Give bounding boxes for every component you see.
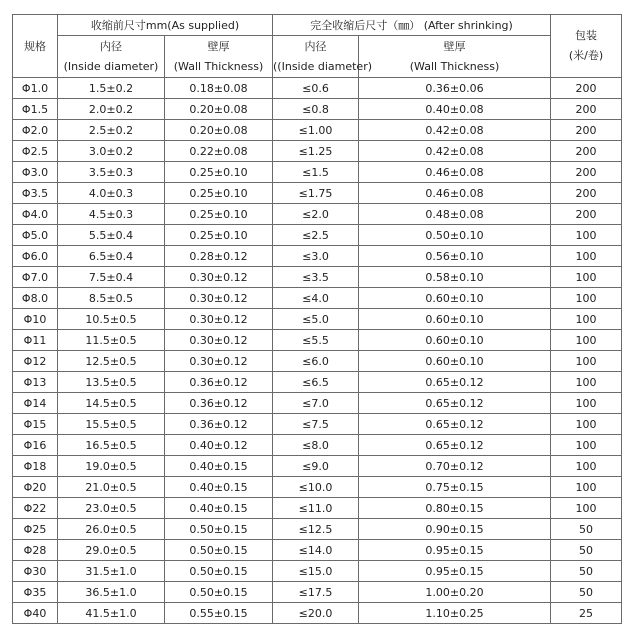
supplied-id-cell: 11.5±0.5 <box>58 330 165 351</box>
package-cell: 100 <box>551 309 622 330</box>
spec-cell: Φ13 <box>13 372 58 393</box>
shrunk-wall-cell: 1.10±0.25 <box>359 603 551 624</box>
supplied-id-cell: 4.0±0.3 <box>58 183 165 204</box>
spec-cell: Φ16 <box>13 435 58 456</box>
spec-cell: Φ10 <box>13 309 58 330</box>
supplied-id-cell: 13.5±0.5 <box>58 372 165 393</box>
supplied-wall-cell: 0.36±0.12 <box>165 393 273 414</box>
supplied-id-cell: 6.5±0.4 <box>58 246 165 267</box>
spec-cell: Φ1.0 <box>13 78 58 99</box>
shrunk-wall-cell: 0.58±0.10 <box>359 267 551 288</box>
shrunk-id-cell: ≤10.0 <box>273 477 359 498</box>
shrunk-wall-cell: 0.46±0.08 <box>359 162 551 183</box>
supplied-wall-cell: 0.30±0.12 <box>165 288 273 309</box>
package-cell: 50 <box>551 582 622 603</box>
supplied-wall-cell: 0.50±0.15 <box>165 582 273 603</box>
package-cell: 25 <box>551 603 622 624</box>
supplied-wall-cell: 0.22±0.08 <box>165 141 273 162</box>
table-row <box>13 204 622 225</box>
package-cell: 100 <box>551 246 622 267</box>
package-cell: 200 <box>551 162 622 183</box>
supplied-id-cell: 31.5±1.0 <box>58 561 165 582</box>
header-as-supplied: 收缩前尺寸mm(As supplied) <box>58 15 273 36</box>
shrunk-id-cell: ≤1.5 <box>273 162 359 183</box>
table-row <box>13 288 622 309</box>
table-row <box>13 162 622 183</box>
supplied-id-cell: 10.5±0.5 <box>58 309 165 330</box>
supplied-id-cell: 2.5±0.2 <box>58 120 165 141</box>
supplied-id-cell: 21.0±0.5 <box>58 477 165 498</box>
shrunk-wall-cell: 0.90±0.15 <box>359 519 551 540</box>
shrunk-wall-cell: 0.65±0.12 <box>359 393 551 414</box>
supplied-wall-cell: 0.25±0.10 <box>165 162 273 183</box>
table-row <box>13 561 622 582</box>
package-cell: 200 <box>551 99 622 120</box>
shrunk-wall-cell: 0.65±0.12 <box>359 435 551 456</box>
table-row <box>13 330 622 351</box>
table-row <box>13 540 622 561</box>
spec-cell: Φ25 <box>13 519 58 540</box>
spec-cell: Φ3.5 <box>13 183 58 204</box>
supplied-id-cell: 26.0±0.5 <box>58 519 165 540</box>
shrunk-wall-cell: 0.75±0.15 <box>359 477 551 498</box>
package-cell: 50 <box>551 540 622 561</box>
package-cell: 200 <box>551 183 622 204</box>
table-row <box>13 435 622 456</box>
header-supplied-wall-thickness: 壁厚 (Wall Thickness) <box>165 36 273 78</box>
spec-cell: Φ22 <box>13 498 58 519</box>
supplied-wall-cell: 0.30±0.12 <box>165 330 273 351</box>
spec-cell: Φ30 <box>13 561 58 582</box>
spec-cell: Φ1.5 <box>13 99 58 120</box>
supplied-wall-cell: 0.30±0.12 <box>165 267 273 288</box>
table-row <box>13 99 622 120</box>
package-cell: 100 <box>551 288 622 309</box>
shrunk-id-cell: ≤2.0 <box>273 204 359 225</box>
shrunk-wall-cell: 0.42±0.08 <box>359 141 551 162</box>
spec-cell: Φ4.0 <box>13 204 58 225</box>
shrunk-id-cell: ≤1.25 <box>273 141 359 162</box>
header-supplied-inside-diameter: 内径 (Inside diameter) <box>58 36 165 78</box>
supplied-id-cell: 41.5±1.0 <box>58 603 165 624</box>
shrunk-wall-cell: 0.46±0.08 <box>359 183 551 204</box>
shrunk-id-cell: ≤12.5 <box>273 519 359 540</box>
shrunk-id-cell: ≤9.0 <box>273 456 359 477</box>
header-shrunk-inside-diameter: 内径 ((Inside diameter) <box>273 36 359 78</box>
supplied-id-cell: 2.0±0.2 <box>58 99 165 120</box>
shrink-tubing-spec-table <box>12 14 622 624</box>
shrunk-wall-cell: 0.95±0.15 <box>359 561 551 582</box>
table-row <box>13 372 622 393</box>
package-cell: 100 <box>551 372 622 393</box>
spec-cell: Φ20 <box>13 477 58 498</box>
supplied-id-cell: 16.5±0.5 <box>58 435 165 456</box>
table-row <box>13 477 622 498</box>
shrunk-id-cell: ≤7.5 <box>273 414 359 435</box>
spec-cell: Φ6.0 <box>13 246 58 267</box>
spec-cell: Φ15 <box>13 414 58 435</box>
table-body <box>13 78 622 624</box>
table-row <box>13 414 622 435</box>
shrunk-id-cell: ≤5.0 <box>273 309 359 330</box>
supplied-wall-cell: 0.40±0.12 <box>165 435 273 456</box>
supplied-wall-cell: 0.50±0.15 <box>165 561 273 582</box>
shrunk-id-cell: ≤6.5 <box>273 372 359 393</box>
shrunk-id-cell: ≤6.0 <box>273 351 359 372</box>
supplied-id-cell: 3.5±0.3 <box>58 162 165 183</box>
header-after-shrinking: 完全收缩后尺寸（㎜） (After shrinking) <box>273 15 551 36</box>
supplied-id-cell: 5.5±0.4 <box>58 225 165 246</box>
supplied-wall-cell: 0.40±0.15 <box>165 498 273 519</box>
spec-cell: Φ40 <box>13 603 58 624</box>
shrunk-wall-cell: 1.00±0.20 <box>359 582 551 603</box>
spec-cell: Φ7.0 <box>13 267 58 288</box>
supplied-wall-cell: 0.30±0.12 <box>165 309 273 330</box>
supplied-id-cell: 12.5±0.5 <box>58 351 165 372</box>
shrunk-id-cell: ≤5.5 <box>273 330 359 351</box>
supplied-wall-cell: 0.36±0.12 <box>165 414 273 435</box>
spec-cell: Φ2.0 <box>13 120 58 141</box>
shrunk-id-cell: ≤8.0 <box>273 435 359 456</box>
package-cell: 100 <box>551 330 622 351</box>
table-row <box>13 456 622 477</box>
supplied-id-cell: 7.5±0.4 <box>58 267 165 288</box>
supplied-id-cell: 4.5±0.3 <box>58 204 165 225</box>
supplied-wall-cell: 0.30±0.12 <box>165 351 273 372</box>
table-row <box>13 309 622 330</box>
table-row <box>13 246 622 267</box>
package-cell: 100 <box>551 225 622 246</box>
table-row <box>13 351 622 372</box>
package-cell: 200 <box>551 141 622 162</box>
package-cell: 100 <box>551 351 622 372</box>
shrunk-wall-cell: 0.70±0.12 <box>359 456 551 477</box>
table-row <box>13 141 622 162</box>
supplied-wall-cell: 0.40±0.15 <box>165 477 273 498</box>
header-package: 包装 (米/卷) <box>551 15 622 78</box>
supplied-id-cell: 36.5±1.0 <box>58 582 165 603</box>
shrunk-id-cell: ≤17.5 <box>273 582 359 603</box>
shrunk-wall-cell: 0.40±0.08 <box>359 99 551 120</box>
supplied-wall-cell: 0.55±0.15 <box>165 603 273 624</box>
table-row <box>13 267 622 288</box>
spec-cell: Φ14 <box>13 393 58 414</box>
shrunk-wall-cell: 0.65±0.12 <box>359 414 551 435</box>
spec-cell: Φ3.0 <box>13 162 58 183</box>
supplied-id-cell: 15.5±0.5 <box>58 414 165 435</box>
table-row <box>13 183 622 204</box>
supplied-wall-cell: 0.20±0.08 <box>165 99 273 120</box>
shrunk-wall-cell: 0.50±0.10 <box>359 225 551 246</box>
package-cell: 100 <box>551 267 622 288</box>
table-row <box>13 498 622 519</box>
package-cell: 100 <box>551 414 622 435</box>
supplied-id-cell: 14.5±0.5 <box>58 393 165 414</box>
package-cell: 100 <box>551 393 622 414</box>
package-cell: 100 <box>551 456 622 477</box>
shrunk-id-cell: ≤20.0 <box>273 603 359 624</box>
shrunk-wall-cell: 0.60±0.10 <box>359 330 551 351</box>
shrunk-id-cell: ≤3.0 <box>273 246 359 267</box>
package-cell: 50 <box>551 519 622 540</box>
table-row <box>13 582 622 603</box>
shrunk-wall-cell: 0.60±0.10 <box>359 351 551 372</box>
shrunk-id-cell: ≤4.0 <box>273 288 359 309</box>
spec-cell: Φ8.0 <box>13 288 58 309</box>
spec-cell: Φ18 <box>13 456 58 477</box>
table-row <box>13 120 622 141</box>
shrunk-id-cell: ≤7.0 <box>273 393 359 414</box>
shrunk-wall-cell: 0.48±0.08 <box>359 204 551 225</box>
package-cell: 100 <box>551 435 622 456</box>
supplied-id-cell: 29.0±0.5 <box>58 540 165 561</box>
supplied-id-cell: 23.0±0.5 <box>58 498 165 519</box>
shrunk-id-cell: ≤1.75 <box>273 183 359 204</box>
table-row <box>13 603 622 624</box>
spec-cell: Φ2.5 <box>13 141 58 162</box>
supplied-wall-cell: 0.25±0.10 <box>165 225 273 246</box>
shrunk-id-cell: ≤1.00 <box>273 120 359 141</box>
spec-cell: Φ5.0 <box>13 225 58 246</box>
table-row <box>13 393 622 414</box>
shrunk-id-cell: ≤2.5 <box>273 225 359 246</box>
shrunk-wall-cell: 0.95±0.15 <box>359 540 551 561</box>
supplied-id-cell: 19.0±0.5 <box>58 456 165 477</box>
shrunk-id-cell: ≤0.6 <box>273 78 359 99</box>
shrunk-wall-cell: 0.65±0.12 <box>359 372 551 393</box>
supplied-wall-cell: 0.20±0.08 <box>165 120 273 141</box>
spec-cell: Φ12 <box>13 351 58 372</box>
spec-cell: Φ11 <box>13 330 58 351</box>
supplied-wall-cell: 0.25±0.10 <box>165 204 273 225</box>
supplied-wall-cell: 0.18±0.08 <box>165 78 273 99</box>
supplied-id-cell: 8.5±0.5 <box>58 288 165 309</box>
shrunk-id-cell: ≤11.0 <box>273 498 359 519</box>
shrunk-wall-cell: 0.60±0.10 <box>359 288 551 309</box>
table-row <box>13 225 622 246</box>
package-cell: 200 <box>551 204 622 225</box>
shrunk-wall-cell: 0.60±0.10 <box>359 309 551 330</box>
package-cell: 200 <box>551 78 622 99</box>
supplied-wall-cell: 0.36±0.12 <box>165 372 273 393</box>
header-shrunk-wall-thickness: 壁厚 (Wall Thickness) <box>359 36 551 78</box>
supplied-wall-cell: 0.50±0.15 <box>165 540 273 561</box>
shrunk-id-cell: ≤14.0 <box>273 540 359 561</box>
spec-cell: Φ28 <box>13 540 58 561</box>
supplied-wall-cell: 0.50±0.15 <box>165 519 273 540</box>
shrunk-wall-cell: 0.36±0.06 <box>359 78 551 99</box>
table-row <box>13 519 622 540</box>
supplied-id-cell: 3.0±0.2 <box>58 141 165 162</box>
supplied-wall-cell: 0.28±0.12 <box>165 246 273 267</box>
supplied-id-cell: 1.5±0.2 <box>58 78 165 99</box>
shrunk-id-cell: ≤0.8 <box>273 99 359 120</box>
shrunk-id-cell: ≤15.0 <box>273 561 359 582</box>
package-cell: 100 <box>551 498 622 519</box>
spec-cell: Φ35 <box>13 582 58 603</box>
package-cell: 50 <box>551 561 622 582</box>
shrunk-id-cell: ≤3.5 <box>273 267 359 288</box>
shrunk-wall-cell: 0.42±0.08 <box>359 120 551 141</box>
shrunk-wall-cell: 0.80±0.15 <box>359 498 551 519</box>
supplied-wall-cell: 0.25±0.10 <box>165 183 273 204</box>
supplied-wall-cell: 0.40±0.15 <box>165 456 273 477</box>
header-spec: 规格 <box>13 15 58 78</box>
table-row <box>13 78 622 99</box>
package-cell: 100 <box>551 477 622 498</box>
package-cell: 200 <box>551 120 622 141</box>
shrunk-wall-cell: 0.56±0.10 <box>359 246 551 267</box>
